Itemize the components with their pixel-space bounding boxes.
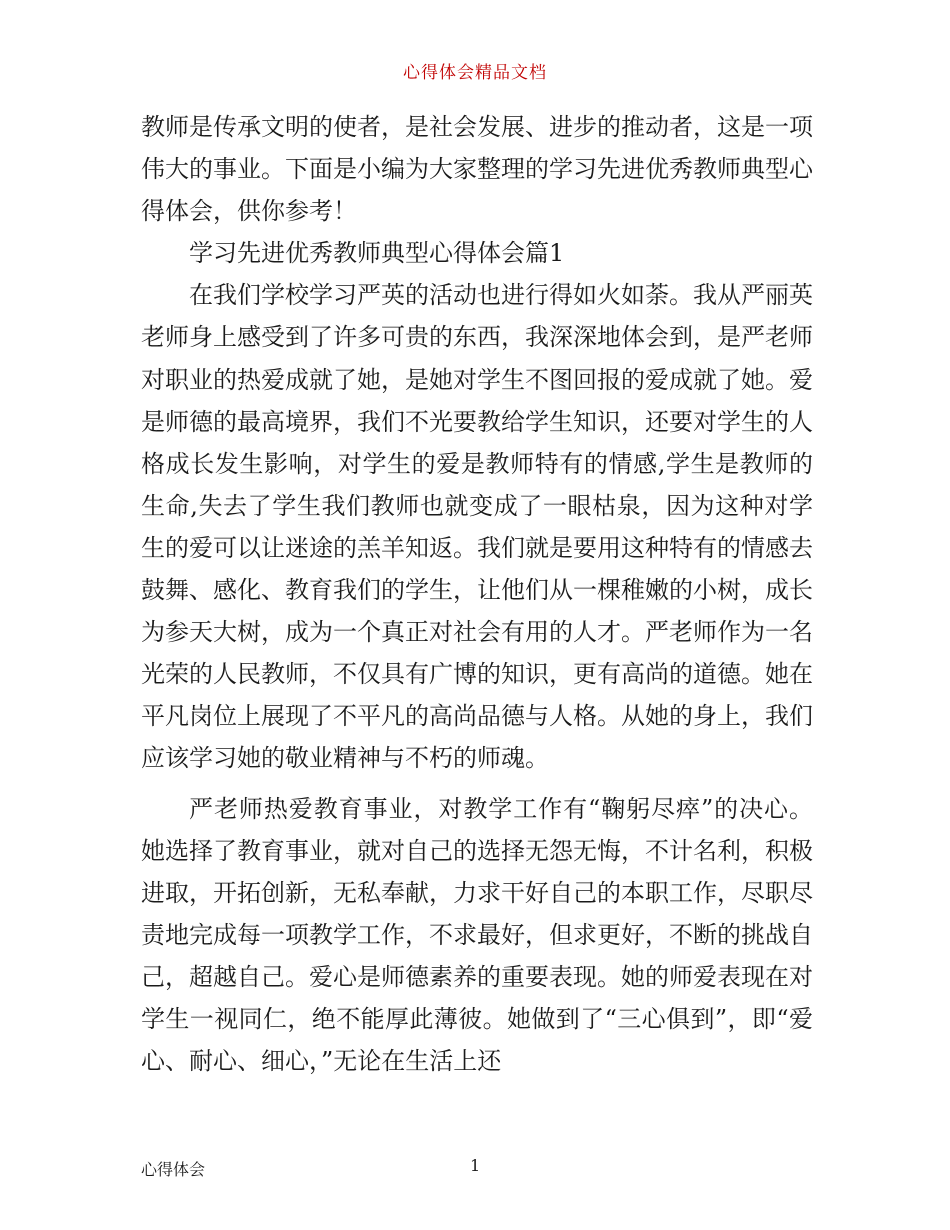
document-body <box>141 106 813 1082</box>
page-number: 1 <box>470 1156 481 1175</box>
header-title: 心得体会精品文档 <box>403 63 547 83</box>
intro-paragraph: 教师是传承文明的使者，是社会发展、进步的推动者，这是一项伟大的事业。下面是小编为大家整理的学习先进优秀教师典型心得体会，供你参考！ <box>141 113 813 226</box>
footer-label: 心得体会 <box>141 1160 206 1179</box>
body-paragraph-1: 在我们学校学习严英的活动也进行得如火如荼。我从严丽英老师身上感受到了许多可贵的东西，我深深地体会到，是严老师对职业的热爱成就了她，是她对学生不图回报的爱成就了她。爱是师德的最高境界，我们不光要教给学生知识，还要对学生的人格成长发生影响，对学生的爱是教师特有的情感,学生是教师的生命,失去了学生我们教师也就变成了一眼枯泉，因为这种对学生的爱可以让迷途的羔羊知返。我们就是要用这种特有的情感去鼓舞、感化、教育我们的学生，让他们从一棵稚嫩的小树，成长为参天大树，成为一个真正对社会有用的人才。严老师作为一名光荣的人民教师，不仅具有广博的知识，更有高尚的道德。她在平凡岗位上展现了不平凡的高尚品德与人格。从她的身上，我们应该学习她的敬业精神与不朽的师魂。 <box>141 281 813 773</box>
body-paragraph-2: 严老师热爱教育事业，对教学工作有“鞠躬尽瘁”的决心。她选择了教育事业，就对自己的选择无怨无悔，不计名利，积极进取，开拓创新，无私奉献，力求干好自己的本职工作，尽职尽责地完成每一项教学工作，不求最好，但求更好，不断的挑战自己，超越自己。爱心是师德素养的重要表现。她的师爱表现在对学生一视同仁，绝不能厚此薄彼。她做到了“三心俱到”，即“爱心、耐心、细心，”无论在生活上还 <box>141 794 813 1076</box>
section-heading: 学习先进优秀教师典型心得体会篇1 <box>189 239 565 268</box>
